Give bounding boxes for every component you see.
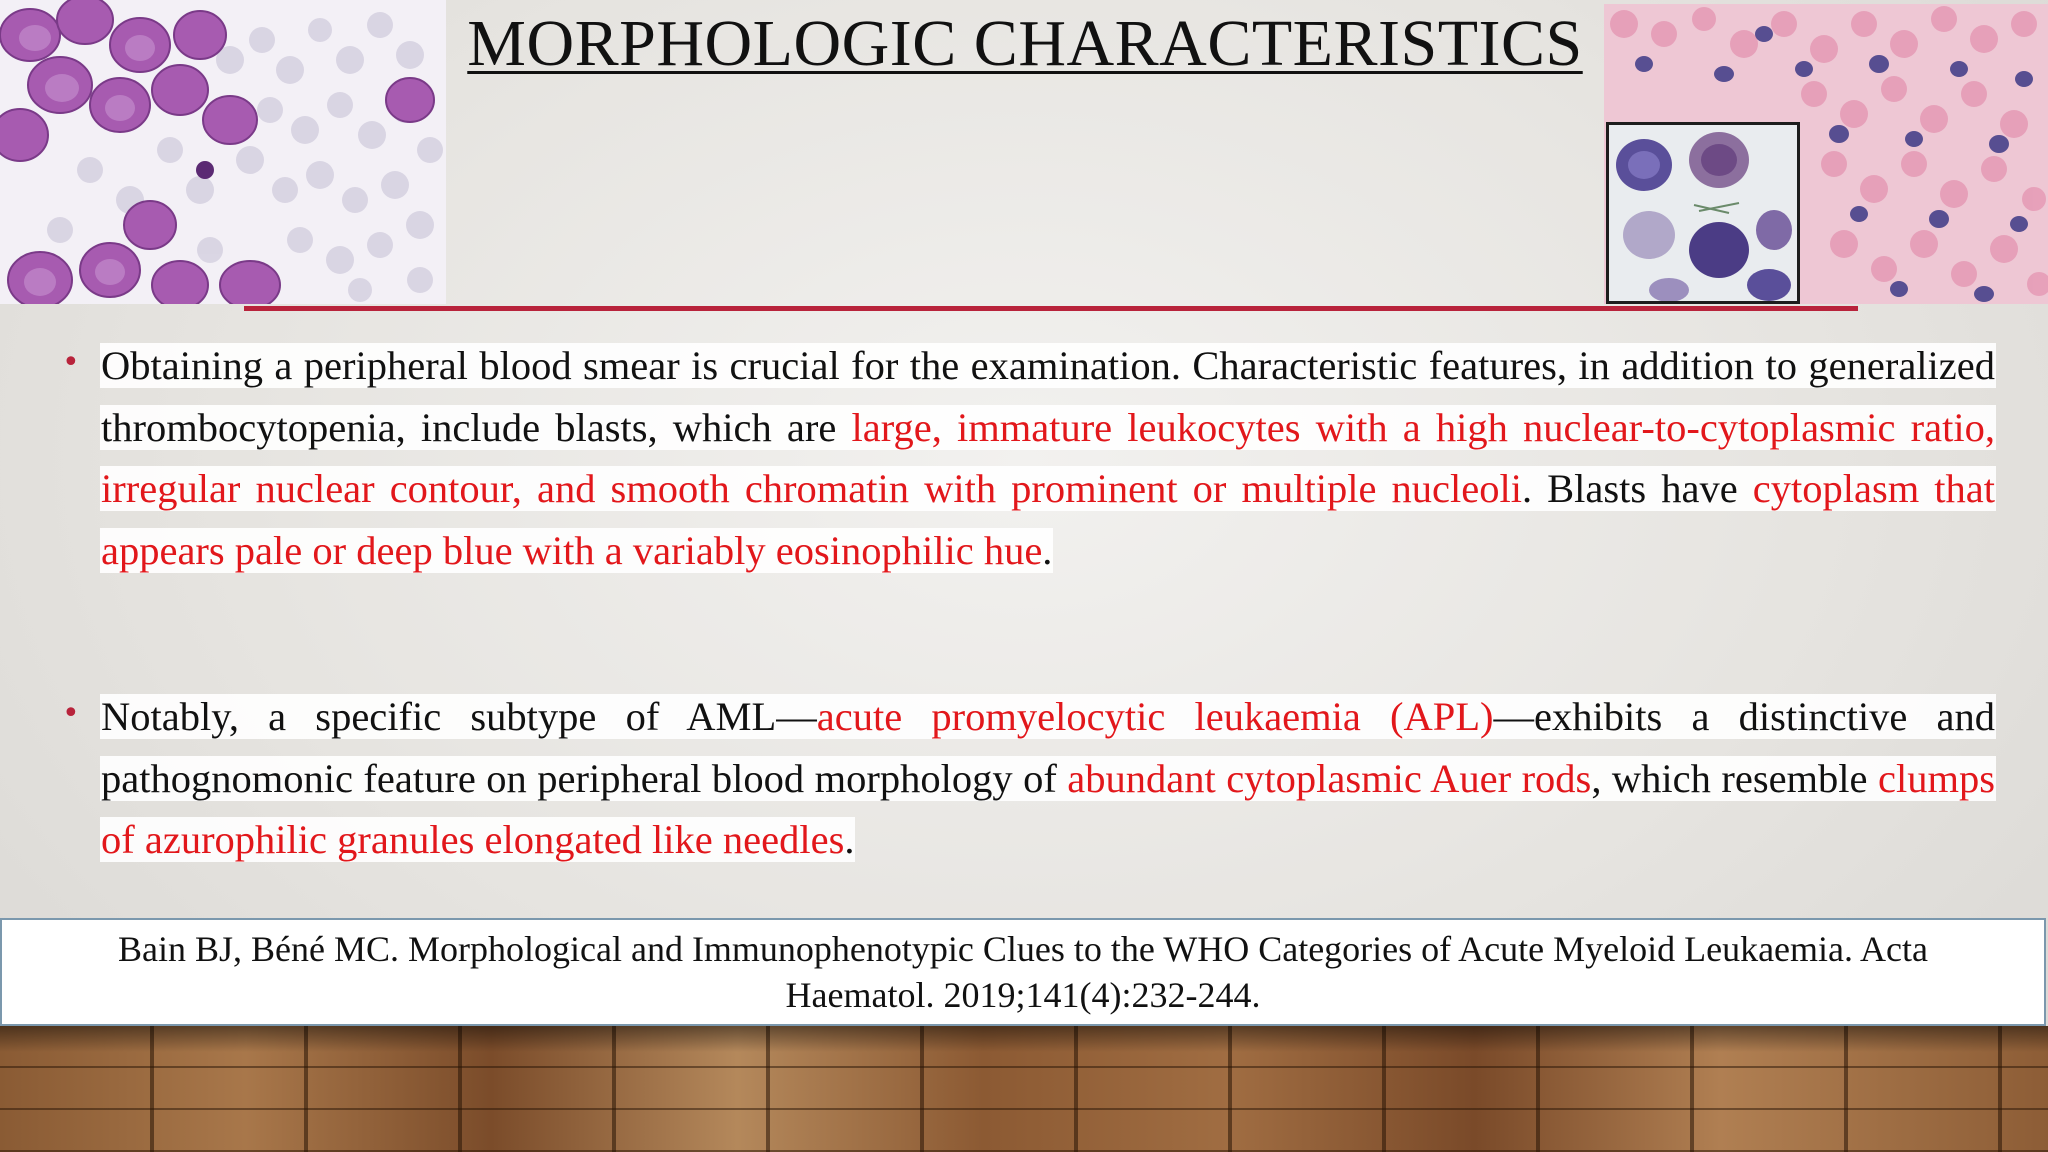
text-segment: . [844,817,855,862]
bullet-dot-icon: • [62,345,80,380]
citation-box [0,918,2046,1026]
highlighted-segment: abundant cytoplasmic Auer rods [1067,755,1592,801]
text-segment: —exhibits a distinctive and pathognomonic feature on peripheral blood morphology of [101,694,1995,801]
bullet-text [100,335,1996,581]
citation-text: Bain BJ, Béné MC. Morphological and Immunophenotypic Clues to the WHO Categories of Acute Myeloid Leukaemia. Acta Haematol. 2019;141(4):232-244. [118,929,1928,1015]
inset-illustration [1609,125,1797,301]
slide-title: MORPHOLOGIC CHARACTERISTICS [467,7,1583,80]
floor-shadow [0,1026,2048,1052]
smear-illustration [0,0,446,304]
bullet-dot-icon: • [62,696,80,731]
text-segment: Notably, a specific subtype of AML— [101,694,817,739]
auer-rod-inset-image [1606,122,1800,304]
highlighted-segment: clumps of azurophilic granules elongated like needles [101,755,1995,862]
text-segment: Obtaining a peripheral blood smear is crucial for the examination. Characteristic features, in addition to generalized thrombocytopenia, include blasts, which are [101,343,1995,450]
highlighted-segment: large, immature leukocytes with a high nuclear-to-cytoplasmic ratio, irregular nuclear contour, and smooth chromatin with prominent or multiple nucleoli [101,404,1996,511]
bullet-text [100,686,1996,871]
highlighted-segment: acute promyelocytic leukaemia (APL) [816,694,1494,739]
highlighted-segment: cytoplasm that appears pale or deep blue with a variably eosinophilic hue [101,466,1995,573]
text-segment: . [1042,527,1053,573]
text-segment: , which resemble [1591,755,1878,801]
title-accent-rule [244,306,1858,311]
text-segment: . Blasts have [1521,466,1753,511]
peripheral-blood-smear-blasts-image [0,0,446,304]
